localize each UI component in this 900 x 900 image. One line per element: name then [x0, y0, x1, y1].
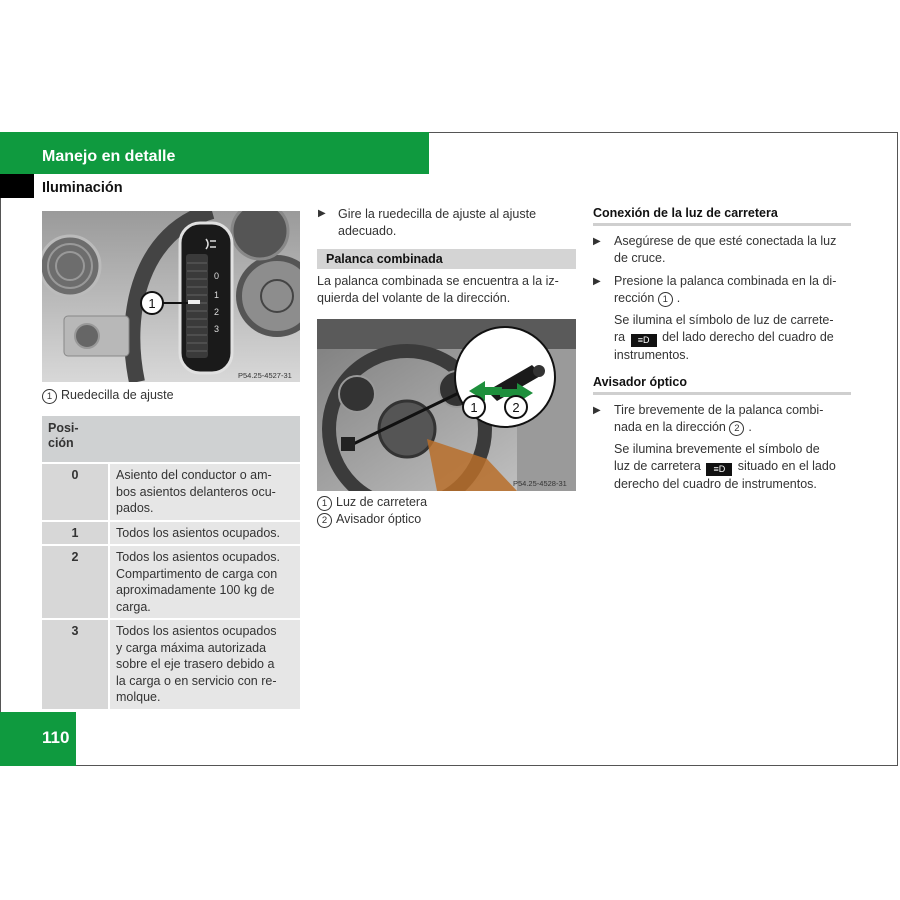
table-row — [42, 619, 300, 709]
caption-number: 2 — [317, 513, 332, 528]
heading-rule — [593, 223, 851, 226]
instruction-turn-wheel: Gire la ruedecilla de ajuste al ajuste adecuado. — [338, 207, 537, 238]
bullet-arrow-icon: ▶ — [593, 236, 601, 247]
row-description: Todos los asientos ocupados y carga máxima autorizada sobre el eje trasero debido a la carga o en servicio con re- molque. — [109, 619, 300, 709]
high-beam-icon: ≡D — [631, 334, 657, 347]
heading-headlamp-flasher: Avisador óptico — [593, 375, 687, 389]
combined-lever-intro: La palanca combinada se encuentra a la iz- quierda del volante de la dirección. — [317, 274, 559, 305]
text: Se ilumina el símbolo de luz de carrete- ra — [614, 313, 834, 344]
row-description: Asiento del conductor o am- bos asientos delanteros ocu- pados. — [109, 463, 300, 521]
heading-rule — [593, 392, 851, 395]
row-position: 2 — [42, 545, 109, 619]
result-high-beam — [614, 312, 834, 363]
scale-label-2: 2 — [214, 307, 220, 317]
caption-number: 1 — [317, 496, 332, 511]
row-position: 1 — [42, 521, 109, 546]
page-number: 110 — [42, 728, 70, 747]
text: Se ilumina brevemente el símbolo de luz de carretera — [614, 442, 820, 473]
result-headlamp-flasher — [614, 441, 836, 492]
table-row — [42, 521, 300, 546]
text: del lado derecho del cuadro de instrumentos. — [614, 329, 834, 362]
callout-1: 1 — [470, 400, 478, 415]
caption-headlamp-flasher — [317, 512, 421, 528]
row-position: 3 — [42, 619, 109, 709]
header-description — [109, 416, 300, 463]
section-tab — [0, 174, 34, 198]
direction-number: 2 — [729, 421, 744, 436]
row-description: Todos los asientos ocupados. Compartimento de carga con aproximadamente 100 kg de carga. — [109, 545, 300, 619]
instruction-press-lever — [614, 273, 836, 307]
row-description: Todos los asientos ocupados. — [109, 521, 300, 546]
caption-number: 1 — [42, 389, 57, 404]
text: . — [748, 419, 752, 434]
scale-label-0: 0 — [214, 271, 220, 281]
dashboard-illustration — [42, 211, 300, 382]
figure1-caption — [42, 388, 174, 404]
table-row — [42, 463, 300, 521]
figure-code: P54.25-4528-31 — [513, 479, 567, 488]
callout-1: 1 — [148, 296, 156, 311]
scale-label-3: 3 — [214, 324, 220, 334]
caption-text: Ruedecilla de ajuste — [61, 388, 174, 402]
instruction-low-beam: Asegúrese de que esté conectada la luz de cruce. — [614, 234, 837, 265]
instruction-pull-lever — [614, 402, 823, 436]
high-beam-icon: ≡D — [706, 463, 732, 476]
bullet-arrow-icon: ▶ — [318, 208, 326, 219]
scale-label-1: 1 — [214, 290, 220, 300]
table-header-row — [42, 416, 300, 463]
direction-number: 1 — [658, 292, 673, 307]
header-position: Posi- ción — [42, 416, 109, 463]
subheading-combined-lever: Palanca combinada — [317, 249, 576, 269]
text: Tire brevemente de la palanca combi- nada en la dirección — [614, 403, 824, 434]
steering-illustration — [317, 319, 576, 491]
text: Presione la palanca combinada en la di- rección — [614, 274, 837, 305]
callout-2: 2 — [512, 400, 520, 415]
section-title: Iluminación — [42, 180, 123, 196]
caption-text: Luz de carretera — [336, 495, 428, 509]
figure-code: P54.25-4527-31 — [238, 371, 292, 380]
table-row — [42, 545, 300, 619]
heading-high-beam: Conexión de la luz de carretera — [593, 206, 778, 220]
caption-text: Avisador óptico — [336, 512, 422, 526]
adjustment-wheel-photo — [42, 211, 300, 382]
caption-high-beam — [317, 495, 427, 511]
combined-lever-photo — [317, 319, 576, 491]
text: situado en el lado derecho del cuadro de instrumentos. — [614, 458, 836, 491]
bullet-arrow-icon: ▶ — [593, 276, 601, 287]
chapter-title: Manejo en detalle — [42, 148, 176, 165]
text: . — [676, 290, 681, 305]
row-position: 0 — [42, 463, 109, 521]
bullet-arrow-icon: ▶ — [593, 405, 601, 416]
position-table — [42, 416, 300, 709]
